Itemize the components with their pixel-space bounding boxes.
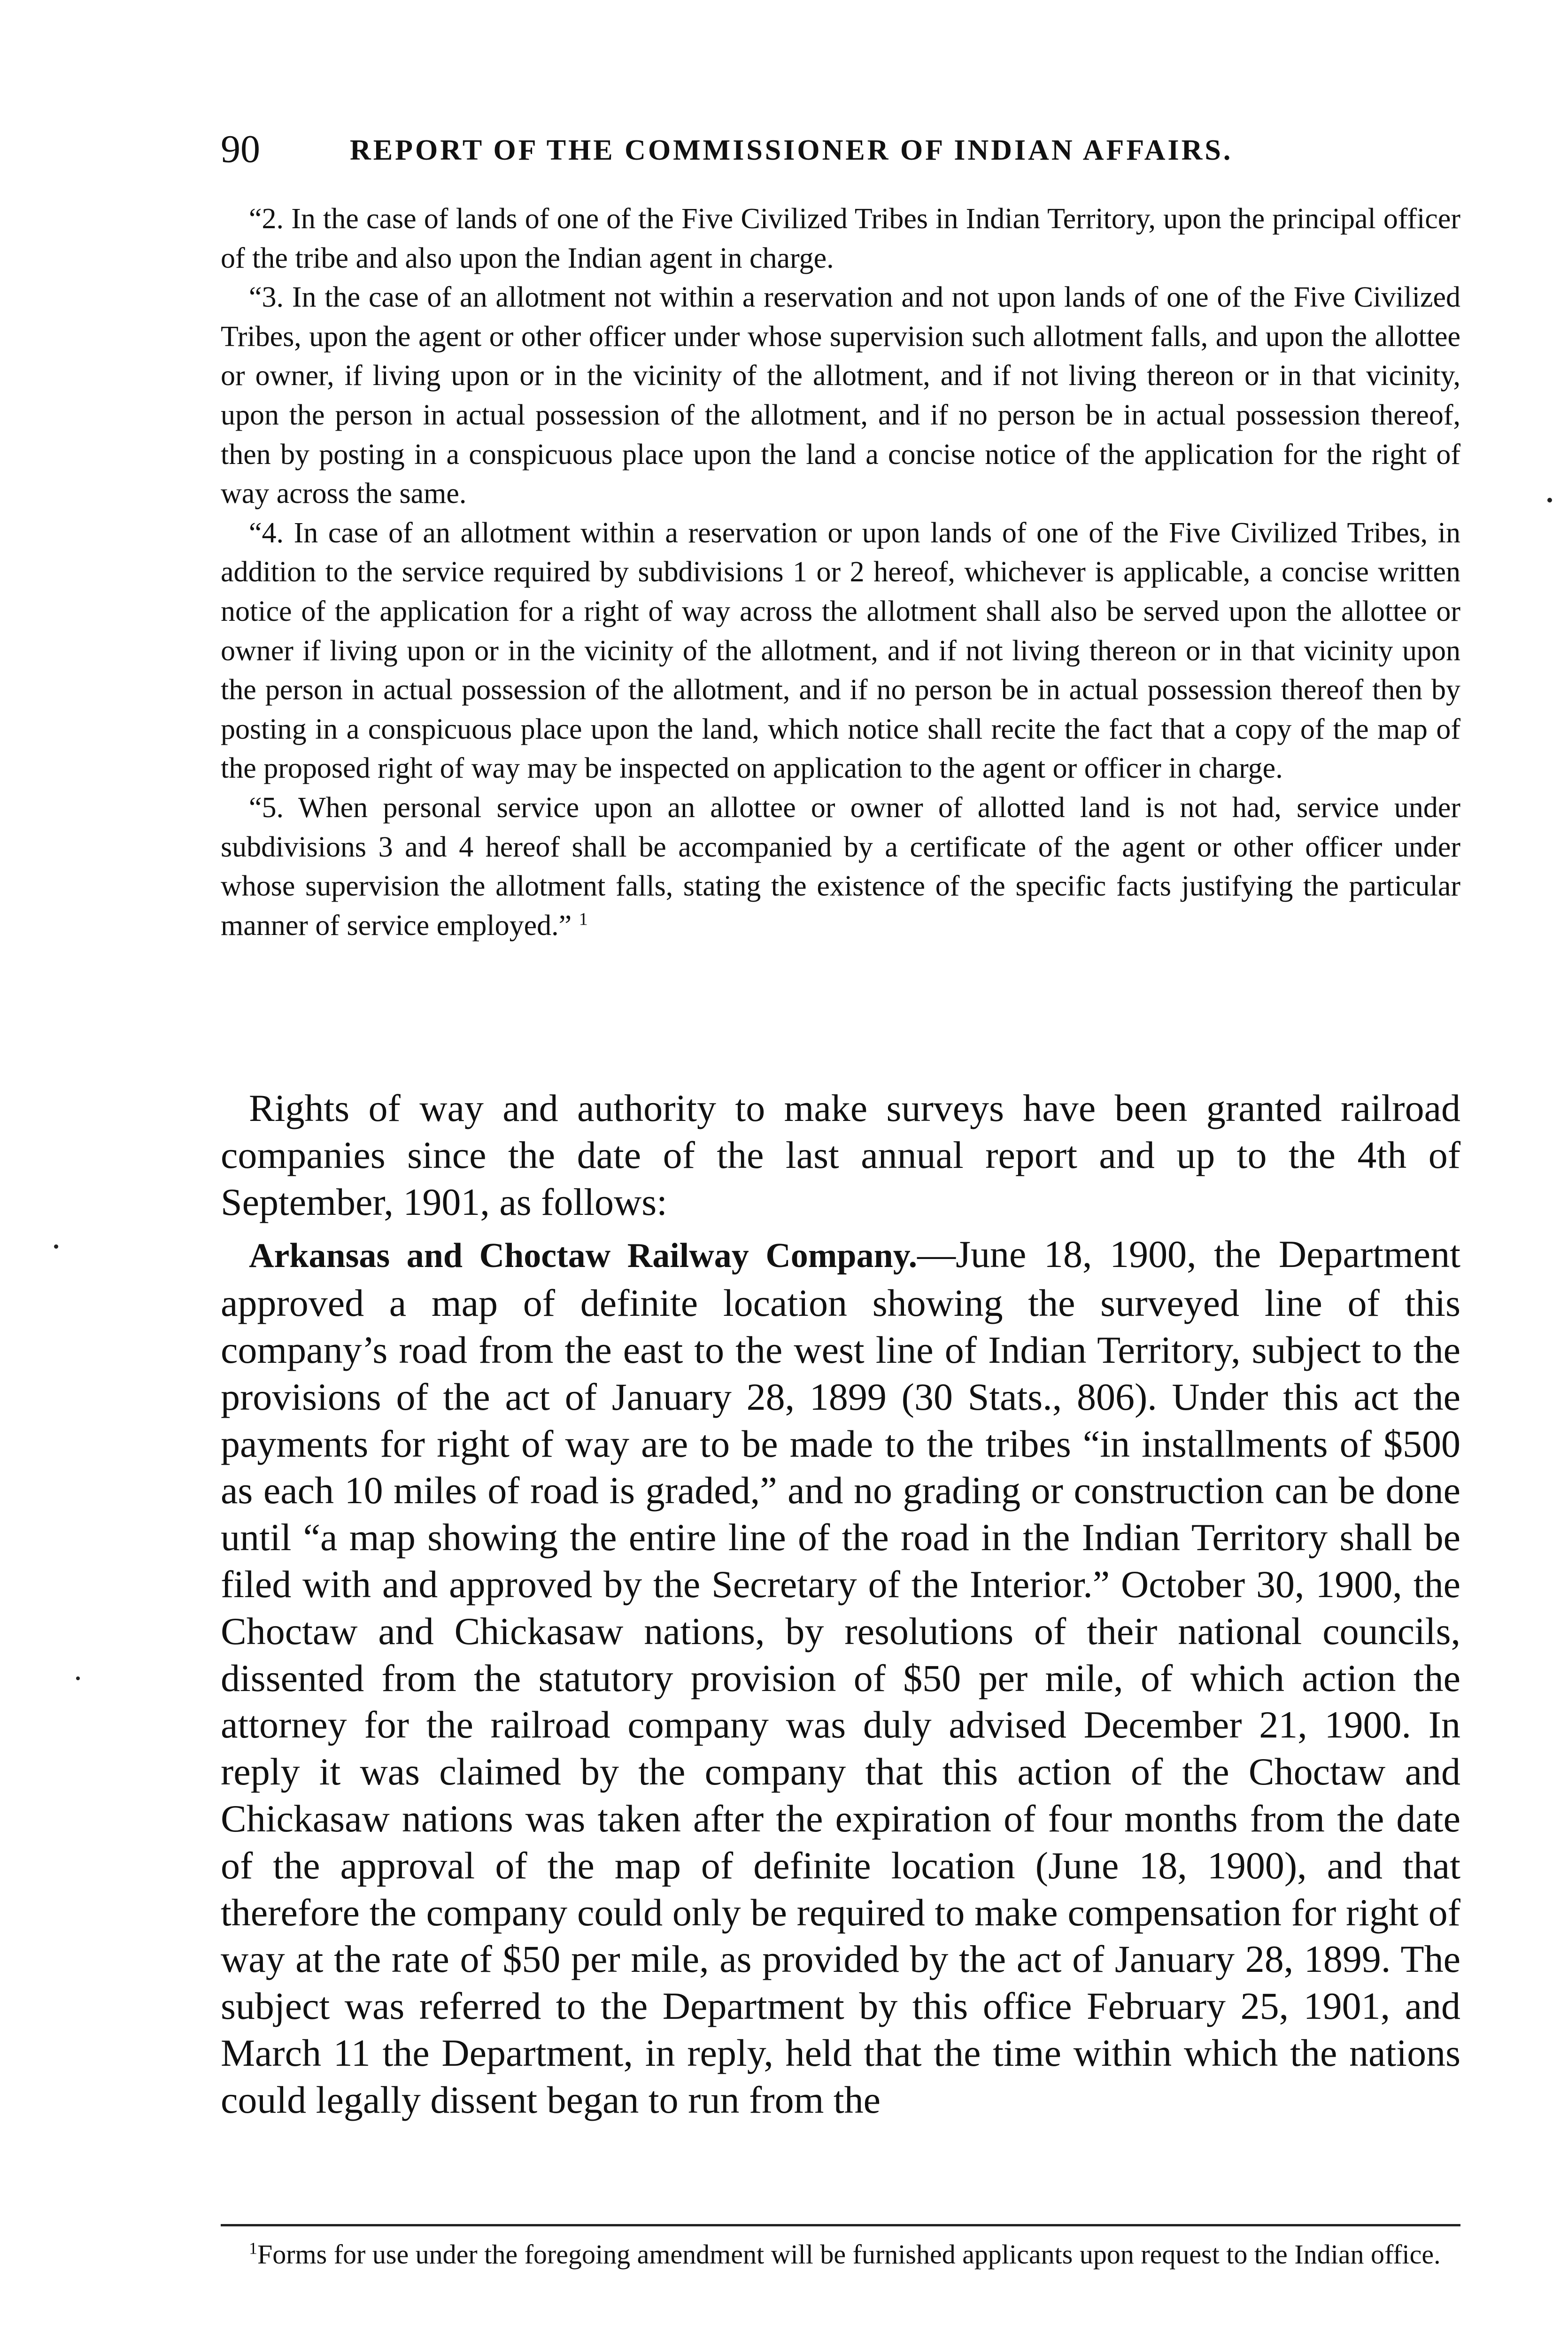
footnote-rule (221, 2224, 1460, 2226)
intro-paragraph: Rights of way and authority to make surveys have been granted railroad companies since the date of the last annual report and up to the 4th of September, 1901, as follows: (221, 1087, 1460, 1223)
scan-speck (76, 1676, 80, 1680)
provision-4: “4. In case of an allotment within a reservation or upon lands of one of the Five Civilized Tribes, in addition to the service required by subdivisions 1 or 2 hereof, whichever is applicable, a concise written notice of the application for a right of way across the allotment shall also be served upon the allottee or owner if living upon or in the vicinity of the allotment, and if not living thereon or in that vicinity upon the person in actual possession of the allotment, and if no person be in actual possession thereof then by posting in a conspicuous place upon the land, which notice shall recite the fact that a copy of the map of the proposed right of way may be inspected on application to the agent or officer in charge. (221, 517, 1460, 785)
provision-5 (221, 788, 1460, 945)
footnote-paragraph (221, 2236, 1460, 2273)
footnote-marker: 1 (249, 2239, 257, 2258)
company-text: —June 18, 1900, the Department approved a map of definite location showing the surveyed line of this company’s road from the east to the west line of Indian Territory, subject to the provisions of the act of January 28, 1899 (30 Stats., 806). Under this act the payments for right of way are to be made to the tribes “in installments of $500 as each 10 miles of road is graded,” and no grading or construction can be done until “a map showing the entire line of the road in the Indian Territory shall be filed with and approved by the Secretary of the Interior.” October 30, 1900, the Choctaw and Chickasaw nations, by resolutions of their national councils, dissented from the statutory provision of $50 per mile, of which action the attorney for the railroad company was duly advised December 21, 1900. In reply it was claimed by the company that this action of the Choctaw and Chickasaw nations was taken after the expiration of four months from the date of the approval of the map of definite location (June 18, 1900), and that therefore the company could only be required to make compensation for right of way at the rate of $50 per mile, as provided by the act of January 28, 1899. The subject was referred to the Department by this office February 25, 1901, and March 11 the Department, in reply, held that the time within which the nations could legally dissent began to run from the (221, 1233, 1460, 2121)
footnote-text: Forms for use under the foregoing amendment will be furnished applicants upon request to the Indian office. (257, 2239, 1441, 2270)
footnote-reference: 1 (579, 909, 588, 929)
provision-3: “3. In the case of an allotment not within a reservation and not upon lands of one of the Five Civilized Tribes, upon the agent or other officer under whose supervision such allotment falls, and upon the allottee or owner, if living upon or in the vicinity of the allotment, and if not living thereon or in that vicinity, upon the person in actual possession of the allotment, and if no person be in actual possession thereof, then by posting in a conspicuous place upon the land a concise notice of the application for the right of way across the same. (221, 281, 1460, 510)
running-title: REPORT OF THE COMMISSIONER OF INDIAN AFFAIRS. (350, 134, 1233, 166)
provision-2: “2. In the case of lands of one of the Five Civilized Tribes in Indian Territory, upon the principal officer of the tribe and also upon the Indian agent in charge. (221, 203, 1460, 274)
scan-speck (1547, 498, 1552, 502)
quoted-provisions (221, 200, 1460, 945)
main-text (221, 1085, 1460, 2129)
footnote (221, 2236, 1460, 2273)
page-header (221, 126, 1470, 178)
page-number: 90 (221, 127, 260, 171)
provision-5-text: “5. When personal service upon an allottee or owner of allotted land is not had, service under subdivisions 3 and 4 hereof shall be accompanied by a certificate of the agent or other officer under whose supervision the allotment falls, stating the existence of the specific facts justifying the particular manner of service employed.” (221, 791, 1460, 942)
company-heading: Arkansas and Choctaw Railway Company. (249, 1236, 918, 1275)
company-paragraph (221, 1231, 1460, 2123)
scan-speck (54, 1244, 58, 1249)
